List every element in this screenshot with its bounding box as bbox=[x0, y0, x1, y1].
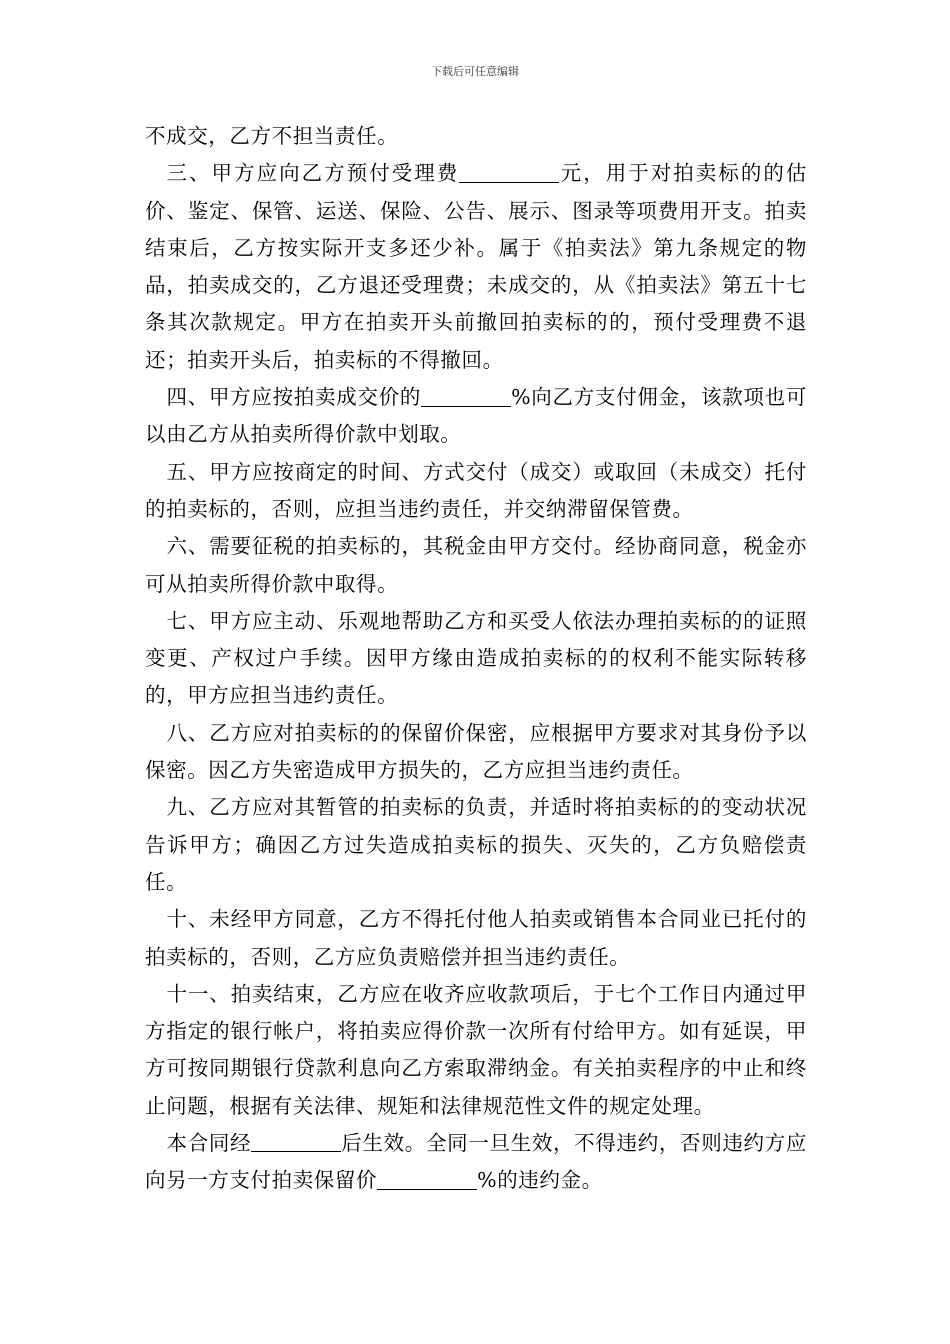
clause-text: 四、甲方应按拍卖成交价的 bbox=[166, 385, 422, 410]
clause-4-commission bbox=[145, 379, 807, 454]
clause-text: 五、甲方应按商定的时间、方式交付（成交）或取回（未成交）托付的拍卖标的，否则，应担当违约责任，并交纳滞留保管费。 bbox=[145, 459, 807, 521]
clause-text: 元，用于对拍卖标的的估价、鉴定、保管、运送、保险、公告、展示、图录等项费用开支。拍卖结束后，乙方按实际开支多还少补。属于《拍卖法》第九条规定的物品，拍卖成交的，乙方退还受理费；未成交的，从《拍卖法》第五十七条其次款规定。甲方在拍卖开头前撤回拍卖标的的，预付受理费不退还；拍卖开头后，拍卖标的不得撤回。 bbox=[145, 161, 807, 372]
clause-text: 七、甲方应主动、乐观地帮助乙方和买受人依法办理拍卖标的的证照变更、产权过户手续。因甲方缘由造成拍卖标的的权利不能实际转移的，甲方应担当违约责任。 bbox=[145, 608, 807, 708]
clause-text: %的违约金。 bbox=[477, 1168, 603, 1193]
clause-8-confidentiality bbox=[145, 715, 807, 790]
clause-text: 本合同经 bbox=[166, 1131, 252, 1156]
clause-9-custody bbox=[145, 789, 807, 901]
effective-condition-blank[interactable] bbox=[251, 1130, 341, 1153]
clause-3-fee bbox=[145, 155, 807, 379]
paragraph-continuation bbox=[145, 118, 807, 155]
penalty-percent-blank[interactable] bbox=[377, 1167, 477, 1190]
clause-effective bbox=[145, 1125, 807, 1200]
clause-text: %向乙方支付佣金，该款项也可以由乙方从拍卖所得价款中划取。 bbox=[145, 385, 807, 447]
clause-11-settlement bbox=[145, 976, 807, 1125]
clause-text: 十一、拍卖结束，乙方应在收齐应收款项后，于七个工作日内通过甲方指定的银行帐户，将拍卖应得价款一次所有付给甲方。如有延误，甲方可按同期银行贷款利息向乙方索取滞纳金。有关拍卖程序的中止和终止问题，根据有关法律、规矩和法律规范性文件的规定处理。 bbox=[145, 981, 807, 1118]
clause-6-tax bbox=[145, 528, 807, 603]
fee-amount-blank[interactable] bbox=[459, 160, 559, 183]
clause-text: 三、甲方应向乙方预付受理费 bbox=[166, 161, 460, 186]
contract-body bbox=[145, 118, 807, 1200]
paragraph-text: 不成交，乙方不担当责任。 bbox=[145, 124, 399, 148]
clause-text: 十、未经甲方同意，乙方不得托付他人拍卖或销售本合同业已托付的拍卖标的，否则，乙方应负责赔偿并担当违约责任。 bbox=[145, 907, 807, 969]
clause-text: 九、乙方应对其暂管的拍卖标的负责，并适时将拍卖标的的变动状况告诉甲方；确因乙方过失造成拍卖标的损失、灭失的，乙方负赔偿责任。 bbox=[145, 795, 807, 894]
clause-7-transfer bbox=[145, 603, 807, 715]
clause-text: 八、乙方应对拍卖标的的保留价保密，应根据甲方要求对其身份予以保密。因乙方失密造成甲方损失的，乙方应担当违约责任。 bbox=[145, 720, 807, 783]
clause-text: 后生效。全同一旦生效，不得违约，否则违约方应向另一方支付拍卖保留价 bbox=[145, 1131, 808, 1193]
page-header: 下载后可任意编辑 bbox=[431, 65, 519, 78]
commission-percent-blank[interactable] bbox=[421, 384, 511, 407]
clause-5-delivery bbox=[145, 454, 807, 529]
clause-text: 六、需要征税的拍卖标的，其税金由甲方交付。经协商同意，税金亦可从拍卖所得价款中取得。 bbox=[145, 534, 807, 596]
clause-10-no-subcontract bbox=[145, 901, 807, 976]
